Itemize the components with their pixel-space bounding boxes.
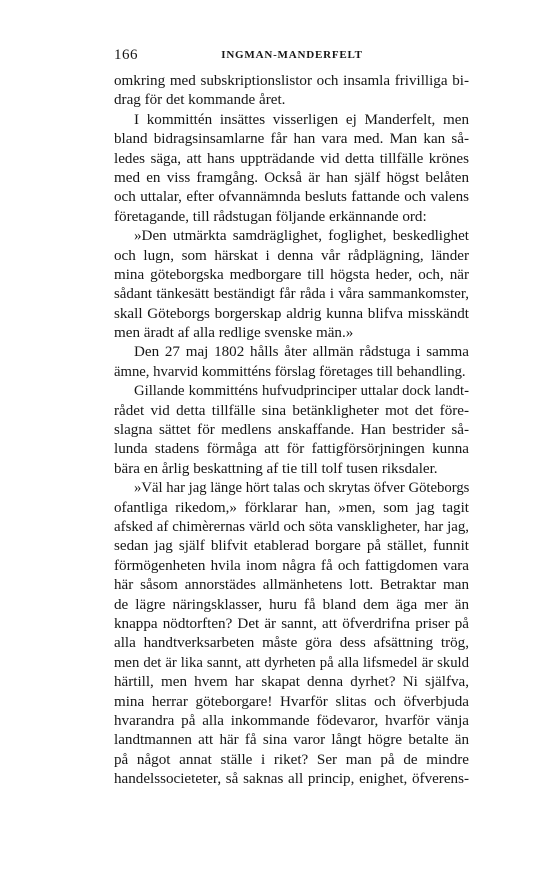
running-head bbox=[114, 47, 470, 67]
text-line: skall Göteborgs borgerskap aldrig kunna blifva misskändt bbox=[114, 305, 469, 322]
text-line: härtill, men hvem har skapat denna dyrhet? Ni själfva, bbox=[114, 674, 469, 691]
text-line: omkring med subskriptionslistor och insamla frivilliga bi- bbox=[114, 73, 469, 89]
text-line: mina herrar göteborgare! Hvarför slitas och öfverbjuda bbox=[114, 693, 469, 710]
text-line: lunda stadens förmåga att för fattigförsörjningen kunna bbox=[114, 441, 469, 458]
text-line: sådant tänkesätt beständigt får råda i våra sammankomster, bbox=[114, 286, 469, 303]
text-line: men det är lika sannt, att dyrheten på alla lifsmedel är skuld bbox=[114, 654, 469, 671]
text-line: de lägre näringsklasser, huru få bland dem äga mer än bbox=[114, 596, 469, 613]
text-line: »Väl har jag länge hört talas och skrytas öfver Göteborgs bbox=[134, 480, 470, 497]
text-line: men äradt af alla redlige svenske män.» bbox=[114, 325, 354, 342]
text-line: slagna sättet för medlens anskaffande. Han bestrider så- bbox=[114, 422, 469, 439]
text-line: landtmannen att här få sina varor långt högre betalte än bbox=[114, 732, 469, 749]
text-line: och lugn, som härskat i denna vår rådplägning, länder bbox=[114, 247, 469, 264]
text-line: förmögenheten hvila inom några få och fattigdomen vara bbox=[114, 557, 469, 574]
text-line: bland bidragsinsamlarne får han vara med. Man kan så- bbox=[114, 131, 469, 148]
text-line: »Den utmärkta samdräglighet, foglighet, beskedlighet bbox=[134, 228, 469, 245]
text-line: handelssocieteter, så saknas all princip, enighet, öfverens- bbox=[114, 771, 469, 788]
text-line: mina göteborgska medborgare till högsta heder, och, när bbox=[114, 266, 469, 283]
body-text bbox=[114, 72, 469, 789]
text-line: bära en årlig beskattning af tie till tolf tusen riksdaler. bbox=[114, 460, 438, 477]
text-line: ledes säga, att hans uppträdande vid detta tillfälle krönes bbox=[114, 150, 469, 167]
text-line: Gillande kommitténs hufvudprinciper uttalar dock landt- bbox=[134, 383, 469, 400]
text-line: ämne, hvarvid kommitténs förslag företages till behandling. bbox=[114, 363, 466, 380]
text-line: I kommittén insättes visserligen ej Manderfelt, men bbox=[134, 111, 469, 128]
text-line: knappa nödtorften? Det är sannt, att öfverdrifna priser på bbox=[114, 615, 469, 632]
text-line: drag för det kommande året. bbox=[114, 92, 286, 109]
text-line: med en viss framgång. Också är han själf högst belåten bbox=[114, 169, 469, 186]
running-title: INGMAN-MANDERFELT bbox=[221, 49, 363, 61]
text-line: företagande, till rådstugan följande erkännande ord: bbox=[114, 208, 427, 225]
text-line: Den 27 maj 1802 hålls åter allmän rådstuga i samma bbox=[134, 344, 469, 361]
text-line: sedan jag själf blifvit etablerad borgare på stället, funnit bbox=[114, 538, 469, 555]
text-line: här såsom annorstädes allmänhetens lott. Betraktar man bbox=[114, 577, 469, 594]
text-line: hvarandra på alla inkommande födevaror, hvarför vänja bbox=[114, 712, 469, 729]
page-number: 166 bbox=[114, 47, 138, 63]
text-line: afsked af chimèrernas värld och söta vanskligheter, har jag, bbox=[114, 518, 469, 535]
text-line: rådet vid detta tillfälle sina betänkligheter mot det före- bbox=[114, 402, 469, 419]
text-line: och uttalar, efter ofvannämnda besluts fattande och valens bbox=[114, 189, 469, 206]
text-line: alla handtverksarbeten måste göra dess afsättning trög, bbox=[114, 635, 469, 652]
text-line: på något annat ställe i riket? Ser man på de mindre bbox=[114, 751, 469, 768]
text-line: ofantliga rikedom,» förklarar han, »men, som jag tagit bbox=[114, 499, 469, 516]
